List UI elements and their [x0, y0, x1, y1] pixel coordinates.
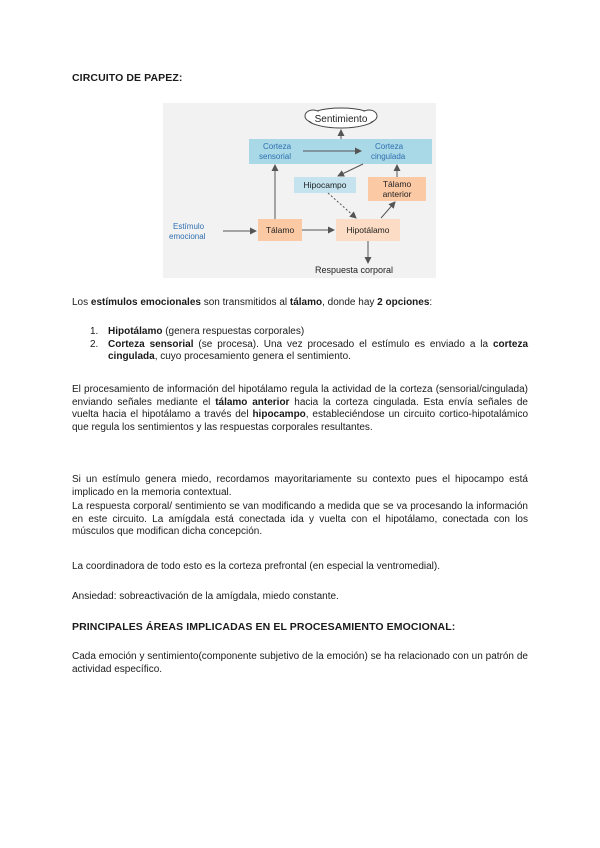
hipocampo-label: Hipocampo — [303, 180, 347, 190]
list-item-bold-2: corteza cingulada — [108, 338, 528, 363]
sentimiento-cloud — [305, 108, 377, 128]
intro-bold-2: tálamo — [289, 297, 323, 308]
intro-text-4: : — [429, 297, 433, 308]
intro-bold-3: 2 opciones — [377, 297, 430, 308]
arrow-cingulada-to-hipocampo — [338, 164, 363, 176]
list-item — [72, 326, 528, 339]
list-number: 1. — [90, 326, 99, 337]
section-heading-papez: CIRCUITO DE PAPEZ: — [72, 72, 183, 84]
respuesta-label: Respuesta corporal — [315, 265, 394, 275]
para1-bold-1: tálamo anterior — [215, 396, 290, 408]
corteza-cingulada-label-2: cingulada — [371, 152, 406, 161]
talamo-label: Tálamo — [265, 225, 295, 235]
paragraph-respuesta: La respuesta corporal/ sentimiento se van modificando a medida que se va procesando la información en este circuito. La amígdala está conectada ida y vuelta con el hipotálamo, conectada con los músculos que modifican dicha concepción. — [72, 501, 528, 538]
corteza-cingulada-label-1: Corteza — [375, 142, 404, 151]
sentimiento-label: Sentimiento — [314, 114, 368, 125]
paragraph-hipotalamo — [72, 384, 528, 434]
list-item-bold: Hipotálamo — [108, 326, 163, 337]
arrow-hipotalamo-to-talamo-ant — [381, 202, 395, 218]
corteza-sensorial-label-1: Corteza — [263, 142, 292, 151]
intro-text-3: , donde hay — [322, 297, 378, 308]
intro-text-1: Los — [72, 297, 91, 308]
para1-text-1: El procesamiento de información del hipotálamo regula la actividad de la corteza (sensorial/cingulada) enviando señales mediante el — [72, 384, 528, 408]
estimulo-label-1: Estímulo — [173, 222, 205, 231]
paragraph-ansiedad: Ansiedad: sobreactivación de la amígdala, miedo constante. — [72, 591, 339, 602]
corteza-sensorial-label-2: sensorial — [259, 152, 292, 161]
section-heading-areas: PRINCIPALES ÁREAS IMPLICADAS EN EL PROCESAMIENTO EMOCIONAL: — [72, 621, 456, 633]
list-item — [72, 339, 528, 364]
paragraph-emocion: Cada emoción y sentimiento(componente subjetivo de la emoción) se ha relacionado con un patrón de actividad específico. — [72, 651, 528, 675]
talamo-anterior-label-2: anterior — [382, 189, 412, 199]
papez-circuit-diagram — [163, 103, 436, 278]
diagram-svg — [163, 103, 436, 278]
list-item-text: (se procesa). Una vez procesado el estímulo es enviado a la — [193, 338, 493, 350]
options-list — [72, 326, 528, 364]
intro-bold-1: estímulos emocionales — [90, 297, 201, 308]
paragraph-miedo: Si un estímulo genera miedo, recordamos mayoritariamente su contexto pues el hipocampo está implicado en la memoria contextual. — [72, 474, 528, 498]
list-item-text: (genera respuestas corporales) — [162, 326, 305, 337]
talamo-anterior-label-1: Tálamo — [382, 179, 412, 189]
intro-paragraph — [72, 297, 528, 310]
para1-bold-2: hipocampo — [252, 409, 306, 421]
list-item-text-2: , cuyo procesamiento genera el sentimiento. — [154, 351, 351, 363]
intro-text-2: son transmitidos al — [200, 297, 290, 308]
list-number: 2. — [90, 338, 99, 350]
list-item-bold: Corteza sensorial — [108, 338, 194, 350]
hipotalamo-label: Hipotálamo — [346, 225, 390, 235]
para1-text-2: hacia la corteza cingulada. Esta envía señales de vuelta hacia el hipotálamo a través del — [72, 396, 528, 421]
arrow-hipocampo-to-hipotalamo — [328, 193, 356, 218]
para1-text-3: , estableciéndose un circuito cortico-hipotalámico que regula los sentimientos y las respuestas corporales resultantes. — [72, 409, 529, 433]
estimulo-label-2: emocional — [169, 232, 206, 241]
paragraph-prefrontal: La coordinadora de todo esto es la corteza prefrontal (en especial la ventromedial). — [72, 561, 440, 572]
